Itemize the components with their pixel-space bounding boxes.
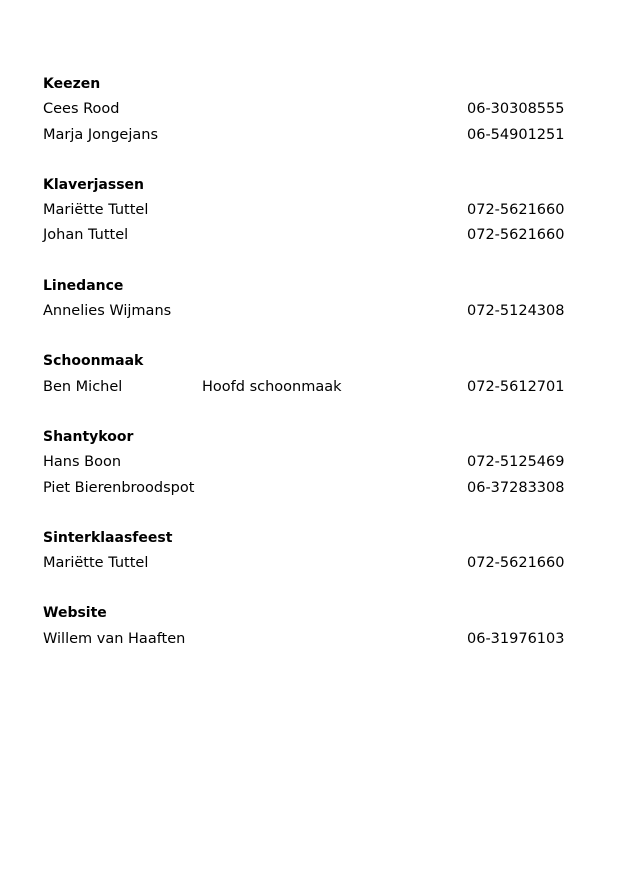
section-heading: Keezen bbox=[43, 76, 101, 92]
contact-phone: 072-5621660 bbox=[467, 202, 565, 219]
contact-row bbox=[43, 123, 603, 148]
contact-name: Mariëtte Tuttel bbox=[43, 202, 149, 219]
section-heading: Website bbox=[43, 605, 107, 622]
contact-phone: 072-5621660 bbox=[467, 555, 565, 572]
section-heading: Shantykoor bbox=[43, 428, 134, 445]
contact-phone: 072-5612701 bbox=[467, 378, 565, 395]
section-linedance bbox=[43, 274, 603, 325]
contact-name: Willem van Haaften bbox=[43, 630, 186, 647]
contact-phone: 06-30308555 bbox=[467, 101, 565, 118]
contact-phone: 072-5621660 bbox=[467, 227, 565, 244]
contact-row bbox=[43, 97, 603, 122]
contact-row bbox=[43, 223, 603, 248]
contact-name: Cees Rood bbox=[43, 101, 120, 118]
section-keezen bbox=[43, 72, 603, 148]
section-heading: Klaverjassen bbox=[43, 176, 144, 193]
contact-list bbox=[43, 72, 603, 677]
contact-phone: 06-37283308 bbox=[467, 479, 565, 496]
contact-row bbox=[43, 627, 603, 652]
contact-row bbox=[43, 375, 603, 400]
contact-name: Mariëtte Tuttel bbox=[43, 555, 149, 572]
contact-row bbox=[43, 450, 603, 475]
contact-phone: 06-54901251 bbox=[467, 126, 565, 143]
contact-row bbox=[43, 299, 603, 324]
section-klaverjassen bbox=[43, 173, 603, 249]
contact-name: Piet Bierenbroodspot bbox=[43, 479, 195, 496]
contact-row bbox=[43, 476, 603, 501]
section-heading: Linedance bbox=[43, 277, 124, 294]
contact-name: Hans Boon bbox=[43, 454, 122, 471]
section-heading: Sinterklaasfeest bbox=[43, 529, 173, 546]
contact-phone: 072-5124308 bbox=[467, 303, 565, 320]
section-heading: Schoonmaak bbox=[43, 353, 144, 370]
contact-phone: 06-31976103 bbox=[467, 630, 565, 647]
contact-phone: 072-5125469 bbox=[467, 454, 565, 471]
section-sinterklaasfeest bbox=[43, 526, 603, 577]
section-schoonmaak bbox=[43, 349, 603, 400]
contact-name: Johan Tuttel bbox=[43, 227, 129, 244]
contact-name: Annelies Wijmans bbox=[43, 303, 172, 320]
contact-name: Marja Jongejans bbox=[43, 126, 159, 143]
section-website bbox=[43, 601, 603, 652]
contact-row bbox=[43, 551, 603, 576]
contact-role: Hoofd schoonmaak bbox=[202, 378, 342, 395]
contact-row bbox=[43, 198, 603, 223]
section-shantykoor bbox=[43, 425, 603, 501]
contact-name: Ben Michel bbox=[43, 378, 123, 395]
